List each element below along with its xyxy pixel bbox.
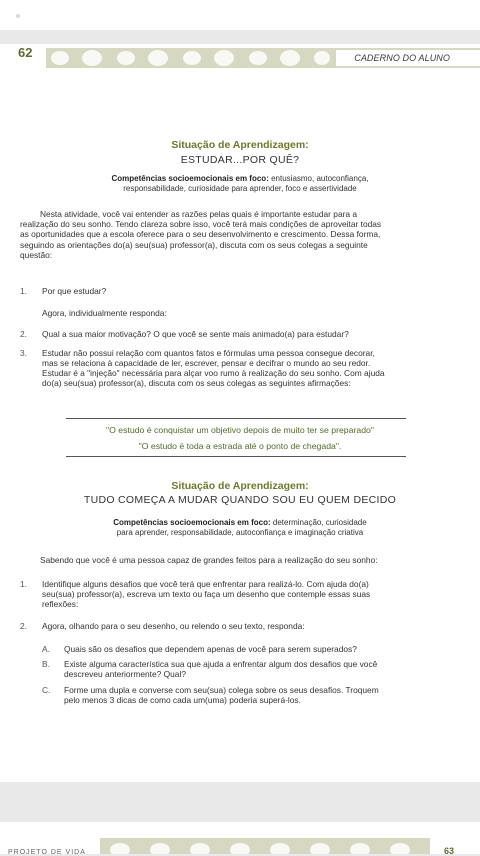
sublist-item: descreveu anteriormente? Qual? bbox=[64, 669, 186, 679]
decorative-footer-band bbox=[100, 838, 430, 854]
competencies-label: Competências socioemocionais em foco: bbox=[111, 174, 269, 183]
sublist-item: Existe alguma característica sua que ajuda a enfrentar algum dos desafios que você bbox=[64, 659, 378, 669]
list-item: Estudar é a "injeção" necessária para alçar voo rumo à realização do seu sonho. Com ajuda bbox=[42, 368, 385, 378]
sublist-letter: B. bbox=[42, 659, 50, 669]
list-number: 1. bbox=[20, 286, 27, 296]
list-item: Agora, individualmente responda: bbox=[42, 308, 167, 318]
list-item: reflexões: bbox=[42, 599, 79, 609]
competencies-block bbox=[40, 518, 440, 537]
quote-top-rule bbox=[66, 418, 406, 419]
list-item: Por que estudar? bbox=[42, 286, 107, 296]
sublist-item: Quais são os desafios que dependem apenas de você para serem superados? bbox=[64, 644, 357, 654]
section-title: Situação de Aprendizagem: bbox=[171, 139, 309, 151]
viewer-top-bar bbox=[0, 0, 480, 30]
competencies-text: determinação, curiosidade bbox=[272, 518, 367, 527]
competencies-block bbox=[40, 174, 440, 193]
list-item: Qual a sua maior motivação? O que você se sente mais animado(a) para estudar? bbox=[42, 329, 349, 339]
list-item: seu(sua) professor(a), escreva um texto ou faça um desenho que contemple essas suas bbox=[42, 589, 371, 599]
sublist-letter: A. bbox=[42, 644, 50, 654]
intro-line: questão: bbox=[20, 250, 53, 260]
quote-bottom-rule bbox=[66, 456, 406, 457]
next-page-number: 63 bbox=[443, 846, 454, 856]
list-item: mas se relaciona à capacidade de ler, escrever, pensar e decifrar o mundo ao seu redor. bbox=[42, 358, 371, 368]
section-title: Situação de Aprendizagem: bbox=[171, 480, 309, 492]
competencies-text: entusiasmo, autoconfiança, bbox=[271, 174, 369, 183]
list-number: 3. bbox=[20, 348, 27, 358]
list-item: Identifique alguns desafios que você terá que enfrentar para realizá-lo. Com ajuda do(a) bbox=[42, 579, 369, 589]
intro-line: Nesta atividade, você vai entender as razões pelas quais é importante estudar para a bbox=[40, 209, 358, 219]
intro-line: seguindo as orientações do(a) seu(sua) professor(a), discuta com os seus colegas a seguinte bbox=[20, 240, 368, 250]
competencies-label: Competências socioemocionais em foco: bbox=[113, 518, 271, 527]
page-number: 62 bbox=[18, 45, 33, 60]
intro-line: as oportunidades que a escola oferece para o seu desenvolvimento e crescimento. Dessa forma, bbox=[20, 229, 381, 239]
list-number: 1. bbox=[20, 579, 27, 589]
sublist-letter: C. bbox=[42, 685, 51, 695]
intro-line: Sabendo que você é uma pessoa capaz de grandes feitos para a realização do seu sonho: bbox=[40, 555, 378, 565]
quote-text: "O estudo é conquistar um objetivo depois de muito ter se preparado" bbox=[106, 425, 374, 435]
list-number: 2. bbox=[20, 329, 27, 339]
quote-text: "O estudo é toda a estrada até o ponto de chegada". bbox=[138, 441, 342, 451]
competencies-text: para aprender, responsabilidade, autoconfiança e imaginação criativa bbox=[116, 527, 364, 537]
list-item: Estudar não possui relação com quantos fatos e fórmulas uma pessoa consegue decorar, bbox=[42, 348, 375, 358]
footer-title: PROJETO DE VIDA bbox=[8, 849, 86, 856]
section-subtitle: TUDO COMEÇA A MUDAR QUANDO SOU EU QUEM DECIDO bbox=[83, 494, 397, 506]
list-item: do(a) seu(sua) professor(a), discuta com os seus colegas as seguintes afirmações: bbox=[42, 378, 351, 388]
footer-pattern-icon bbox=[100, 838, 430, 854]
section-subtitle: ESTUDAR...POR QUÊ? bbox=[180, 154, 300, 166]
list-number: 2. bbox=[20, 621, 27, 631]
intro-line: realização do seu sonho. Tendo clareza sobre isso, você terá mais condições de aproveitar todas bbox=[20, 219, 382, 229]
running-title: CADERNO DO ALUNO bbox=[354, 53, 450, 63]
sublist-item: pelo menos 3 dicas de como cada um(uma) poderia superá-los. bbox=[64, 695, 301, 705]
sublist-item: Forme uma dupla e converse com seu(sua) colega sobre os seus desafios. Troquem bbox=[64, 685, 379, 695]
competencies-text: responsabilidade, curiosidade para aprender, foco e assertividade bbox=[123, 183, 357, 193]
list-item: Agora, olhando para o seu desenho, ou relendo o seu texto, responda: bbox=[42, 621, 305, 631]
status-dot-icon bbox=[16, 14, 20, 18]
